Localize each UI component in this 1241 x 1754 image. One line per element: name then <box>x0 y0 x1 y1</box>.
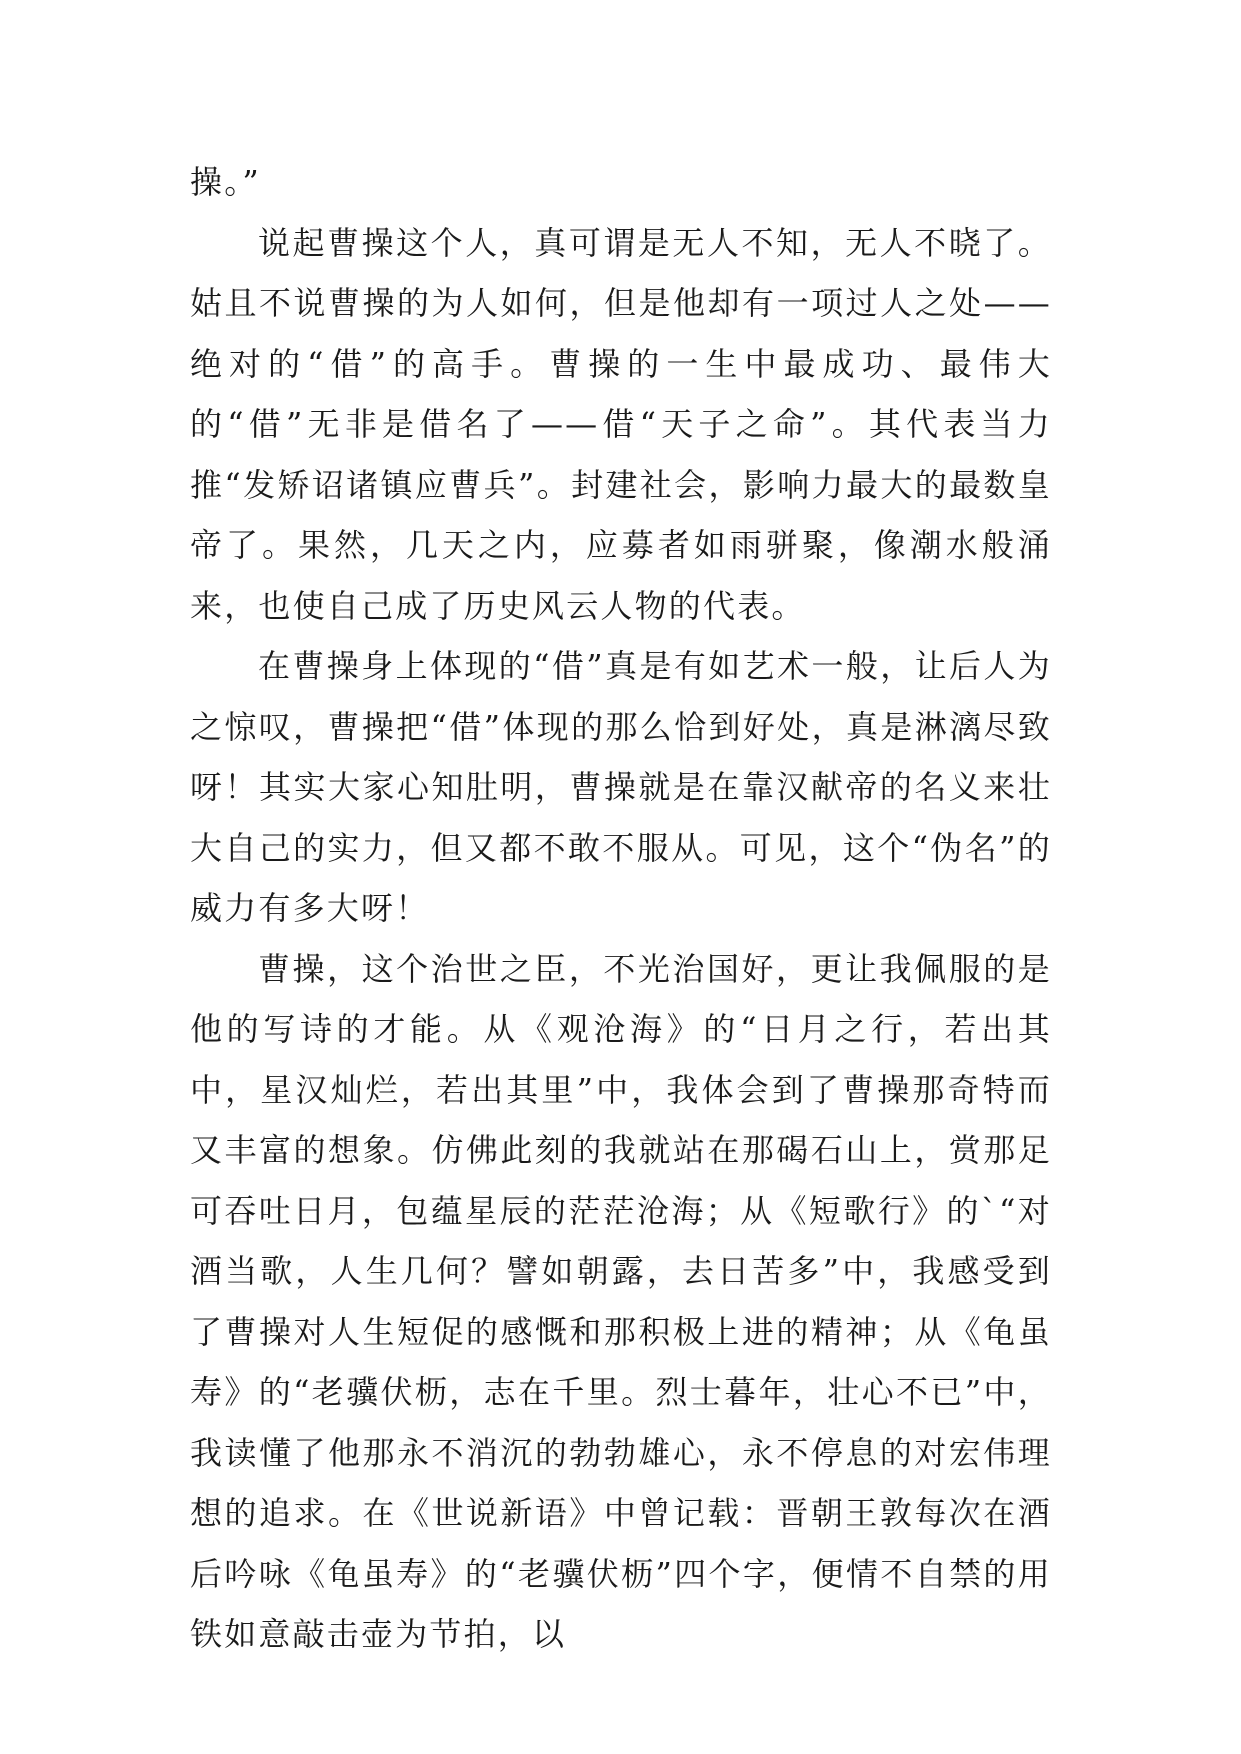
paragraph-continuation: 操。” <box>190 163 261 201</box>
paragraph-borrowing-art: 在曹操身上体现的“借”真是有如艺术一般，让后人为之惊叹，曹操把“借”体现的那么恰到好处，真是淋漓尽致呀！其实大家心知肚明，曹操就是在靠汉献帝的名义来壮大自己的实力，但又都不敢不服从。可见，这个“伪名”的威力有多大呀！ <box>190 647 1052 927</box>
article-body <box>190 152 1052 1665</box>
paragraph-borrowing-name: 说起曹操这个人，真可谓是无人不知，无人不晓了。姑且不说曹操的为人如何，但是他却有一项过人之处——绝对的“借”的高手。曹操的一生中最成功、最伟大的“借”无非是借名了——借“天子之命”。其代表当力推“发矫诏诸镇应曹兵”。封建社会，影响力最大的最数皇帝了。果然，几天之内，应募者如雨骈聚，像潮水般涌来，也使自己成了历史风云人物的代表。 <box>190 223 1052 625</box>
paragraph-poetry-talent: 曹操，这个治世之臣，不光治国好，更让我佩服的是他的写诗的才能。从《观沧海》的“日月之行，若出其中，星汉灿烂，若出其里”中，我体会到了曹操那奇特而又丰富的想象。仿佛此刻的我就站在那碣石山上，赏那足可吞吐日月，包蕴星辰的茫茫沧海；从《短歌行》的`“对酒当歌，人生几何？譬如朝露，去日苦多”中，我感受到了曹操对人生短促的感慨和那积极上进的精神；从《龟虽寿》的“老骥伏枥，志在千里。烈士暮年，壮心不已”中，我读懂了他那永不消沉的勃勃雄心，永不停息的对宏伟理想的追求。在《世说新语》中曾记载：晋朝王敦每次在酒后吟咏《龟虽寿》的“老骥伏枥”四个字，便情不自禁的用铁如意敲击壶为节拍，以 <box>190 949 1052 1653</box>
